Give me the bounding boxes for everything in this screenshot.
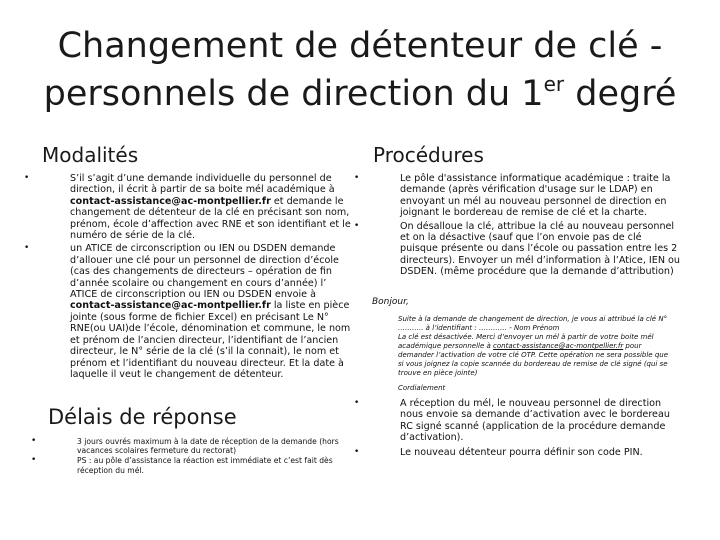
- email-line: ……….. à l’identifiant : ………… - Nom Prénom: [398, 324, 560, 332]
- list-item: [354, 220, 682, 278]
- list-item: [354, 446, 682, 458]
- email-line: Suite à la demande de changement de direction, je vous ai attribué la clé N°: [398, 315, 668, 323]
- modalites-item1-email: contact-assistance@ac-montpellier.fr: [70, 195, 271, 207]
- delais-item2: PS : au pôle d’assistance la réaction est immédiate et c’est fait dès réception du mél.: [77, 456, 333, 475]
- list-item: [31, 455, 367, 475]
- bullet-icon: •: [354, 398, 360, 408]
- delais-list: [31, 436, 367, 476]
- procedures-heading: Procédures: [373, 143, 484, 167]
- email-line-4-b: pour: [623, 342, 642, 350]
- email-closing: Cordialement: [398, 384, 446, 392]
- modalites-heading: Modalités: [42, 143, 139, 167]
- procedures-list: [354, 173, 682, 278]
- title-superscript: er: [543, 72, 565, 96]
- list-item: [354, 173, 682, 219]
- list-item: [24, 243, 352, 380]
- email-line: si vous joignez la copie scannée du bordereau de remise de clé signé (qui se: [398, 360, 668, 368]
- bullet-icon: •: [354, 173, 360, 183]
- title-line-2-post: degré: [564, 74, 677, 114]
- modalites-item1-a: S’il s’agit d’une demande individuelle du personnel de direction, il écrit à partir de sa boite mél académique à: [70, 173, 335, 196]
- modalites-item2-email: contact-assistance@ac-montpellier.fr: [70, 300, 271, 312]
- procedures-item4: Le nouveau détenteur pourra définir son code PIN.: [400, 446, 643, 458]
- procedures-item3: A réception du mél, le nouveau personnel de direction nous envoie sa demande d’activation avec le bordereau RC signé scanné (application de la procédure demande d’activation).: [400, 398, 670, 444]
- bullet-icon: •: [31, 436, 37, 446]
- modalites-item2-a: un ATICE de circonscription ou IEN ou DSDEN demande d’allouer une clé pour un personnel de direction d’école (cas des changements de directeurs – opération de fin d’année scolaire ou changement en cours d’année) l’ ATICE de circonscription ou IEN ou DSDEN envoie à: [70, 243, 339, 301]
- slide-title: [20, 22, 700, 118]
- procedures-item2: On désalloue la clé, attribue la clé au nouveau personnel et on la désactive (sauf que l’on envoie pas de clé puisque présente ou dans l’école ou passation entre les 2 directeurs). Envoyer un mél d’information à l’Atice, IEN ou DSDEN. (même procédure que la demande d’attribution): [400, 220, 680, 278]
- procedures-list-continued: [354, 398, 682, 461]
- email-link[interactable]: contact-assistance@ac-montpellier.fr: [493, 342, 624, 350]
- email-line: [398, 342, 698, 351]
- title-line-1: Changement de détenteur de clé -: [57, 26, 663, 66]
- procedures-item1: Le pôle d'assistance informatique académique : traite la demande (après vérification d'usage sur le LDAP) en envoyant un mél au nouveau personnel de direction en joignant le bordereau de remise de clé et la charte.: [400, 173, 671, 219]
- modalites-item2-b: la liste en pièce jointe (sous forme de fichier Excel) en précisant Le N° RNE(ou UAI)de l’école, dénomination et commune, le nom et prénom de l’ancien directeur, l’identifiant de l’ancien directeur, le N° série de la clé (s’il la connait), le nom et prénom et l’identifiant du nouveau directeur. Et la date à laquelle il veut le changement de détenteur.: [70, 300, 351, 380]
- bullet-icon: •: [31, 455, 37, 466]
- modalites-list: [24, 173, 352, 382]
- bullet-icon: •: [354, 220, 360, 231]
- list-item: [24, 173, 352, 242]
- list-item: [31, 436, 367, 456]
- bullet-icon: •: [354, 446, 360, 457]
- email-template: [398, 315, 698, 378]
- email-line-4-a: académique personnelle à: [398, 342, 494, 350]
- email-line: trouve en pièce jointe): [398, 369, 478, 377]
- delais-item1: 3 jours ouvrés maximum à la date de réception de la demande (hors vacances scolaires fermeture du rectorat): [77, 437, 339, 456]
- title-line-2: [20, 70, 700, 118]
- email-line: demander l’activation de votre clé OTP. Cette opération ne sera possible que: [398, 351, 669, 359]
- delais-heading: Délais de réponse: [48, 405, 237, 429]
- email-greeting: Bonjour,: [372, 297, 409, 307]
- email-line: La clé est désactivée. Merci d’envoyer un mél à partir de votre boite mél: [398, 333, 654, 341]
- bullet-icon: •: [24, 243, 30, 254]
- bullet-icon: •: [24, 173, 30, 183]
- modalites-item1-b: et demande le changement de détenteur de la clé en précisant son nom, prénom, école d’affection avec RNE et son identifiant et le numéro de série de la clé.: [70, 195, 351, 242]
- title-line-2-pre: personnels de direction du 1: [43, 74, 544, 114]
- list-item: [354, 398, 682, 444]
